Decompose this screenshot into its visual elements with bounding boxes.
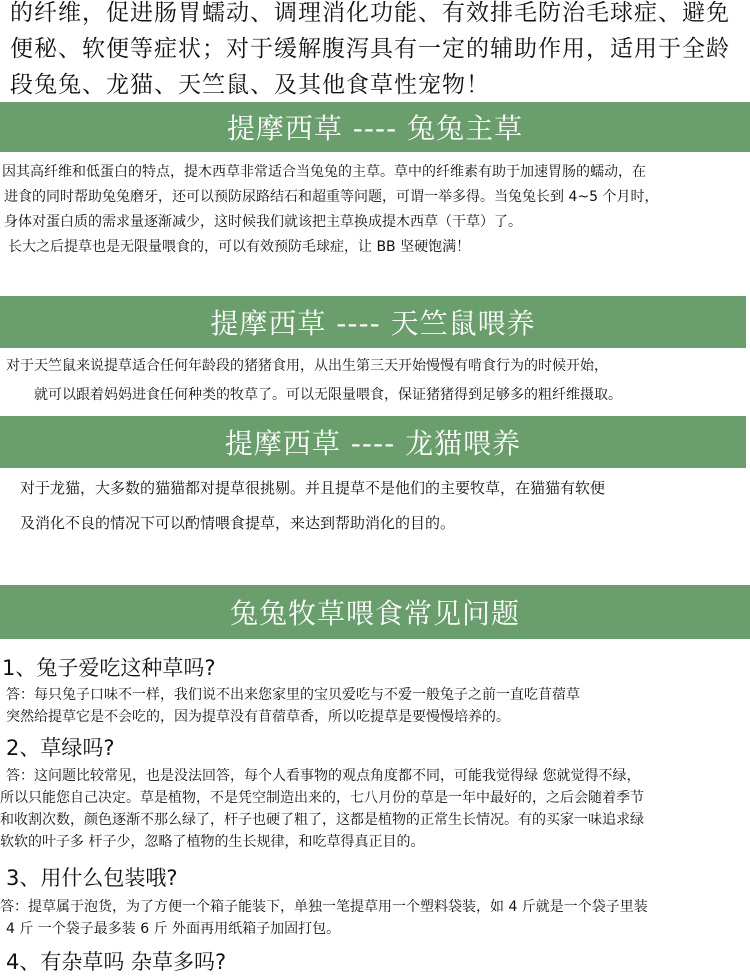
faq-answer-2-line-4: 软软的叶子多 杆子少，忽略了植物的生长规律，和吃草得真正目的。 — [0, 834, 425, 850]
faq-question-2: 2、草绿吗? — [6, 736, 115, 760]
faq-answer-1-line-2: 突然给提草它是不会吃的，因为提草没有苜蓿草香，所以吃提草是要慢慢培养的。 — [6, 709, 510, 725]
rabbit-text-line-3: 身体对蛋白质的需求量逐渐减少，这时候我们就该把主草换成提木西草（干草）了。 — [4, 214, 522, 230]
faq-question-3: 3、用什么包装哦? — [6, 866, 178, 890]
faq-question-1: 1、兔子爱吃这种草吗? — [2, 656, 216, 680]
guinea-pig-text-line-1: 对于天竺鼠来说提草适合任何年龄段的猪猪食用，从出生第三天开始慢慢有啃食行为的时候开始， — [6, 358, 608, 374]
section-header-faq — [0, 585, 750, 639]
section-header-guinea-pig — [0, 296, 746, 348]
section-header-rabbit — [0, 102, 750, 152]
faq-answer-2-line-3: 和收割次数，颜色逐渐不那么绿了，杆子也硬了粗了，这都是植物的正常生长情况。有的买家一味追求绿 — [0, 812, 644, 828]
faq-answer-2-line-1: 答：这问题比较常见，也是没法回答，每个人看事物的观点角度都不同，可能我觉得绿 您就觉得不绿， — [6, 768, 641, 784]
faq-answer-2-line-2: 所以只能您自己决定。草是植物，不是凭空制造出来的，七八月份的草是一年中最好的，之后会随着季节 — [0, 790, 644, 806]
chinchilla-text-line-1: 对于龙猫，大多数的猫猫都对提草很挑剔。并且提草不是他们的主要牧草，在猫猫有软便 — [20, 479, 606, 497]
section-header-chinchilla — [0, 416, 746, 468]
section-title-chinchilla: 提摩西草 ---- 龙猫喂养 — [224, 427, 522, 460]
intro-line-2: 便秘、软便等症状；对于缓解腹泻具有一定的辅助作用，适用于全龄 — [10, 36, 730, 62]
intro-line-3: 段兔兔、龙猫、天竺鼠、及其他食草性宠物！ — [10, 72, 490, 98]
rabbit-text-line-1: 因其高纤维和低蛋白的特点，提木西草非常适合当兔兔的主草。草中的纤维素有助于加速胃肠的蠕动，在 — [2, 164, 646, 180]
guinea-pig-text-line-2: 就可以跟着妈妈进食任何种类的牧草了。可以无限量喂食，保证猪猪得到足够多的粗纤维摄取。 — [34, 387, 622, 403]
section-title-rabbit: 提摩西草 ---- 兔兔主草 — [226, 112, 524, 145]
section-title-faq: 兔兔牧草喂食常见问题 — [229, 597, 520, 630]
chinchilla-text-line-2: 及消化不良的情况下可以酌情喂食提草，来达到帮助消化的目的。 — [20, 514, 456, 532]
faq-answer-1-line-1: 答：每只兔子口味不一样，我们说不出来您家里的宝贝爱吃与不爱一般兔子之前一直吃苜蓿草 — [6, 687, 580, 703]
faq-answer-3-line-1: 答：提草属于泡货，为了方便一个箱子能装下，单独一笔提草用一个塑料袋装，如 4 斤就是一个袋子里装 — [0, 899, 648, 915]
intro-line-1: 的纤维，促进肠胃蠕动、调理消化功能、有效排毛防治毛球症、避免 — [10, 0, 730, 26]
rabbit-text-line-2: 进食的同时帮助兔兔磨牙，还可以预防尿路结石和超重等问题，可谓一举多得。当兔兔长到 4~5 个月时， — [4, 189, 659, 205]
section-title-guinea-pig: 提摩西草 ---- 天竺鼠喂养 — [210, 307, 536, 340]
faq-answer-3-line-2: 4 斤 一个袋子最多装 6 斤 外面再用纸箱子加固打包。 — [6, 921, 341, 937]
rabbit-text-line-4: 长大之后提草也是无限量喂食的，可以有效预防毛球症，让 BB 坚硬饱满！ — [8, 239, 471, 255]
faq-question-4: 4、有杂草吗 杂草多吗? — [6, 950, 227, 974]
